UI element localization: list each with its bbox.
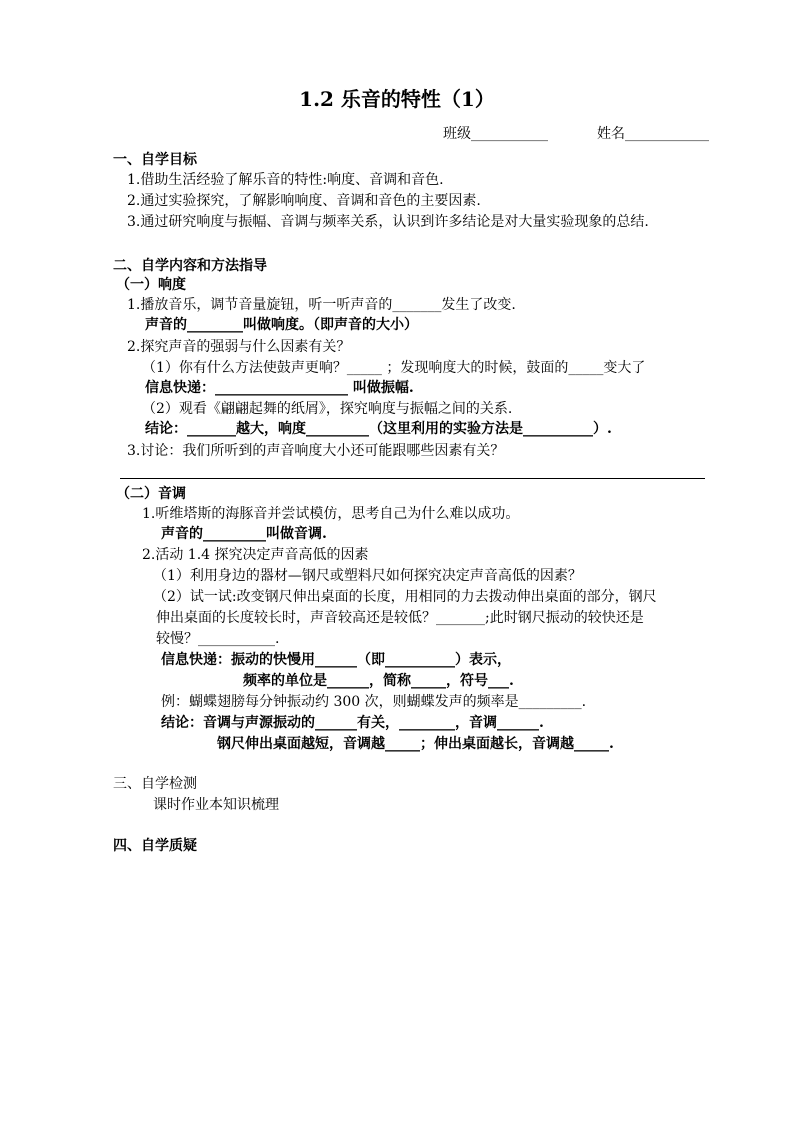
- butterfly-example: 例：蝴蝶翅膀每分钟振动约 300 次，则蝴蝶发声的频率是_________.: [161, 694, 587, 710]
- pitch-conclusion: 结论：音调与声源振动的______有关，________，音调______.: [161, 715, 544, 731]
- loudness-conclusion: 结论：_______越大，响度_________（这里利用的实验方法是__________）.: [145, 421, 612, 437]
- answer-line: [120, 478, 705, 479]
- loudness-item-1: 1.播放音乐，调节音量旋钮，听一听声音的_______发生了改变.: [127, 297, 516, 313]
- objective-item-3: 3.通过研究响度与振幅、音调与频率关系，认识到许多结论是对大量实验现象的总结.: [127, 214, 649, 230]
- pitch-definition: 声音的_________叫做音调.: [161, 526, 327, 542]
- frequency-info: 信息快递：振动的快慢用______（即__________）表示，: [161, 652, 511, 668]
- pitch-item-2-1: （1）利用身边的器材—钢尺或塑料尺如何探究决定声音高低的因素？: [153, 568, 582, 584]
- pitch-item-2-2-cont: 伸出桌面的长度较长时，声音较高还是较低？_______;此时钢尺振动的较快还是: [156, 610, 644, 626]
- ruler-conclusion: 钢尺伸出桌面越短，音调越_____；伸出桌面越长，音调越_____.: [217, 736, 614, 752]
- loudness-item-2-2: （2）观看《翩翩起舞的纸屑》，探究响度与振幅之间的关系.: [142, 401, 513, 417]
- pitch-item-2-2: （2）试一试:改变钢尺伸出桌面的长度，用相同的力去拨动伸出桌面的部分，钢尺: [153, 589, 657, 605]
- section-2-heading: 二、自学内容和方法指导: [113, 258, 267, 274]
- loudness-item-2-1: （1）你有什么方法使鼓声更响？_____ ；发现响度大的时候，鼓面的_____变大了: [142, 360, 646, 376]
- subsection-loudness-heading: （一）响度: [116, 277, 186, 293]
- loudness-definition: 声音的________叫做响度。（即声音的大小）: [145, 317, 418, 333]
- class-field-label: 班级___________: [443, 126, 548, 142]
- subsection-pitch-heading: （二）音调: [116, 486, 186, 502]
- section-4-heading: 四、自学质疑: [113, 838, 197, 854]
- objective-item-2: 2.通过实验探究，了解影响响度、音调和音色的主要因素.: [127, 193, 481, 209]
- section-1-heading: 一、自学目标: [113, 152, 197, 168]
- pitch-item-2-2-cont2: 较慢？___________.: [156, 631, 280, 647]
- name-field-label: 姓名____________: [597, 126, 709, 142]
- loudness-item-3: 3.讨论：我们所听到的声音响度大小还可能跟哪些因素有关？: [127, 443, 505, 459]
- frequency-unit-info: 频率的单位是______，简称_____，符号___.: [243, 673, 514, 689]
- pitch-item-2: 2.活动 1.4 探究决定声音高低的因素: [142, 547, 369, 563]
- section-3-heading: 三、自学检测: [113, 776, 197, 792]
- amplitude-info: 信息快递：___________________ 叫做振幅.: [145, 380, 414, 396]
- loudness-item-2: 2.探究声音的强弱与什么因素有关？: [127, 339, 351, 355]
- self-test-text: 课时作业本知识梳理: [153, 797, 279, 813]
- pitch-item-1: 1.听维塔斯的海豚音并尝试模仿，思考自己为什么难以成功。: [142, 506, 520, 522]
- objective-item-1: 1.借助生活经验了解乐音的特性:响度、音调和音色.: [127, 172, 444, 188]
- page-title: 1.2 乐音的特性（1）: [299, 87, 495, 111]
